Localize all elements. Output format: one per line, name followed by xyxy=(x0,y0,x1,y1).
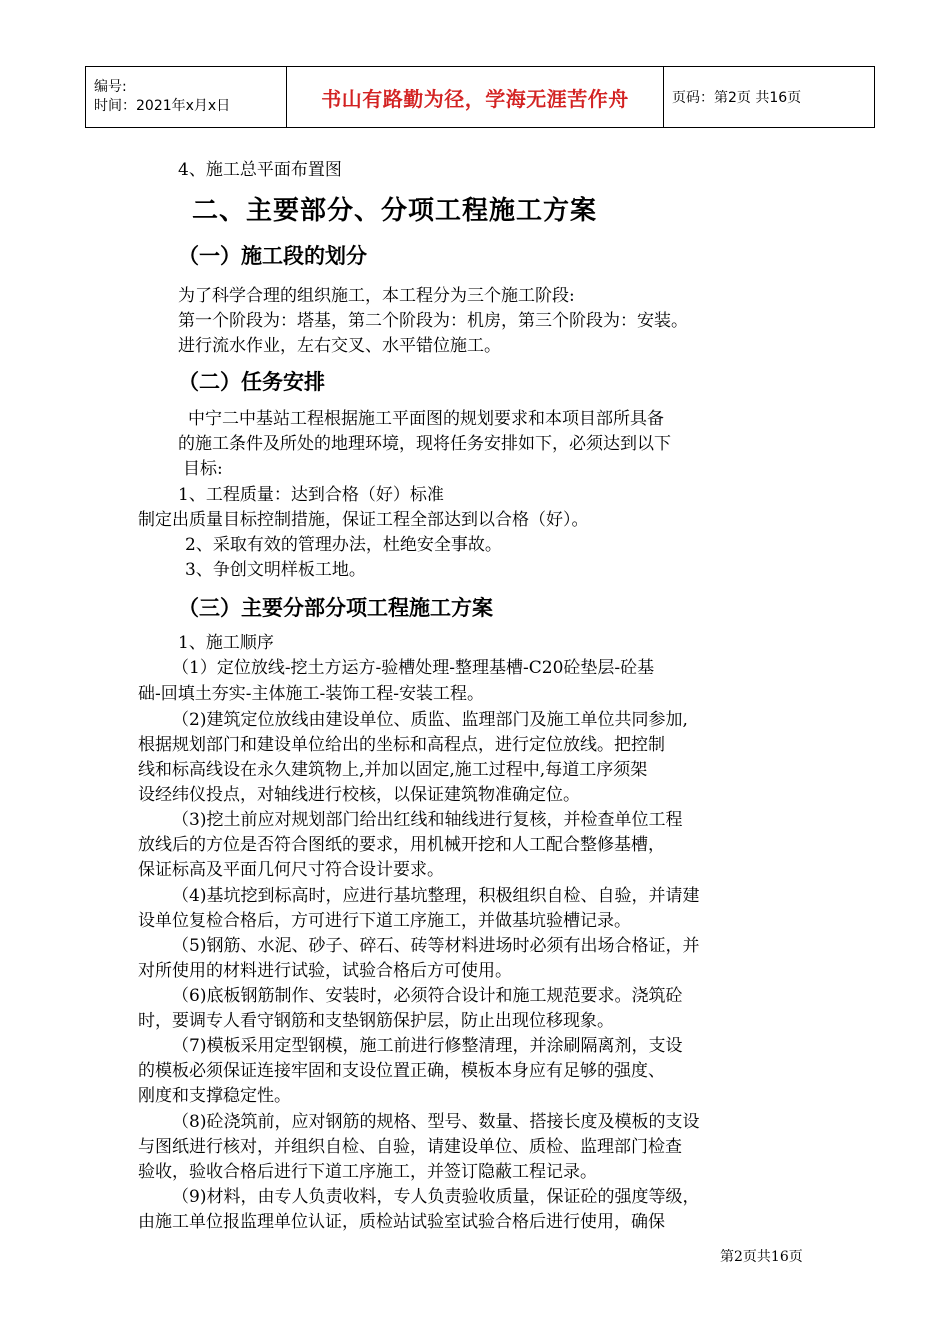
list-item: 2、采取有效的管理办法，杜绝安全事故。 xyxy=(185,535,502,555)
paragraph-line: （7)模板采用定型钢模，施工前进行修整清理，并涂刷隔离剂，支设 xyxy=(172,1036,683,1056)
paragraph-line: 础-回填土夯实-主体施工-装饰工程-安装工程。 xyxy=(138,684,484,704)
header-motto: 书山有路勤为径，学海无涯苦作舟 xyxy=(287,67,664,128)
list-item: 3、争创文明样板工地。 xyxy=(185,560,366,580)
paragraph-line: （4)基坑挖到标高时，应进行基坑整理，积极组织自检、自验，并请建 xyxy=(172,886,700,906)
paragraph-line: 刚度和支撑稳定性。 xyxy=(138,1086,291,1106)
list-item: 4、施工总平面布置图 xyxy=(178,160,342,180)
paragraph-line: 根据规划部门和建设单位给出的坐标和高程点，进行定位放线。把控制 xyxy=(138,735,665,755)
paragraph-line: 放线后的方位是否符合图纸的要求，用机械开挖和人工配合整修基槽， xyxy=(138,835,665,855)
paragraph-line: （6)底板钢筋制作、安装时，必须符合设计和施工规范要求。浇筑砼 xyxy=(172,986,683,1006)
subsection-title: （一）施工段的划分 xyxy=(178,243,367,268)
document-number-label: 编号: xyxy=(94,79,127,95)
paragraph-line: 第一个阶段为：塔基，第二个阶段为：机房，第三个阶段为：安装。 xyxy=(178,311,688,331)
paragraph-line: 设经纬仪投点，对轴线进行校核，以保证建筑物准确定位。 xyxy=(138,785,580,805)
paragraph-line: 时，要调专人看守钢筋和支垫钢筋保护层，防止出现位移现象。 xyxy=(138,1011,614,1031)
paragraph-line: 线和标高线设在永久建筑物上,并加以固定,施工过程中,每道工序须架 xyxy=(138,760,648,780)
paragraph-line: 的模板必须保证连接牢固和支设位置正确，模板本身应有足够的强度、 xyxy=(138,1061,665,1081)
footer-page-number: 第2页共16页 xyxy=(720,1249,803,1265)
document-time-label: 时间：2021年x月x日 xyxy=(94,98,231,114)
list-item: 1、施工顺序 xyxy=(178,633,274,653)
paragraph-line: （3)挖土前应对规划部门给出红线和轴线进行复核，并检查单位工程 xyxy=(172,810,683,830)
list-item: 1、工程质量：达到合格（好）标准 xyxy=(178,485,444,505)
paragraph-line: （5)钢筋、水泥、砂子、碎石、砖等材料进场时必须有出场合格证，并 xyxy=(172,936,700,956)
paragraph-line: 制定出质量目标控制措施，保证工程全部达到以合格（好）。 xyxy=(138,510,589,530)
paragraph-line: 保证标高及平面几何尺寸符合设计要求。 xyxy=(138,860,444,880)
paragraph-line: 进行流水作业，左右交叉、水平错位施工。 xyxy=(178,336,501,356)
header-left-cell xyxy=(86,67,287,128)
paragraph-line: 与图纸进行核对，并组织自检、自验，请建设单位、质检、监理部门检查 xyxy=(138,1137,682,1157)
paragraph-line: 的施工条件及所处的地理环境，现将任务安排如下，必须达到以下 xyxy=(178,434,671,454)
paragraph-line: （2)建筑定位放线由建设单位、质监、监理部门及施工单位共同参加, xyxy=(172,710,688,730)
subsection-title: （三）主要分部分项工程施工方案 xyxy=(178,595,493,620)
paragraph-line: 验收，验收合格后进行下道工序施工，并签订隐蔽工程记录。 xyxy=(138,1162,597,1182)
paragraph-line: 对所使用的材料进行试验，试验合格后方可使用。 xyxy=(138,961,512,981)
paragraph-line: 由施工单位报监理单位认证，质检站试验室试验合格后进行使用，确保 xyxy=(138,1212,665,1232)
paragraph-line: （1）定位放线-挖土方运方-验槽处理-整理基槽-C20砼垫层-砼基 xyxy=(172,658,655,678)
section-title: 二、主要部分、分项工程施工方案 xyxy=(192,196,598,226)
paragraph-line: 为了科学合理的组织施工，本工程分为三个施工阶段: xyxy=(178,286,575,306)
paragraph-line: （9)材料，由专人负责收料，专人负责验收质量，保证砼的强度等级， xyxy=(172,1187,700,1207)
subsection-title: （二）任务安排 xyxy=(178,369,325,394)
paragraph-line: （8)砼浇筑前，应对钢筋的规格、型号、数量、搭接长度及模板的支设 xyxy=(172,1112,700,1132)
paragraph-line: 中宁二中基站工程根据施工平面图的规划要求和本项目部所具备 xyxy=(188,409,664,429)
paragraph-line: 目标: xyxy=(183,459,223,479)
paragraph-line: 设单位复检合格后，方可进行下道工序施工，并做基坑验槽记录。 xyxy=(138,911,631,931)
header-table xyxy=(85,66,875,128)
header-page-label: 页码：第2页 共16页 xyxy=(664,67,875,128)
